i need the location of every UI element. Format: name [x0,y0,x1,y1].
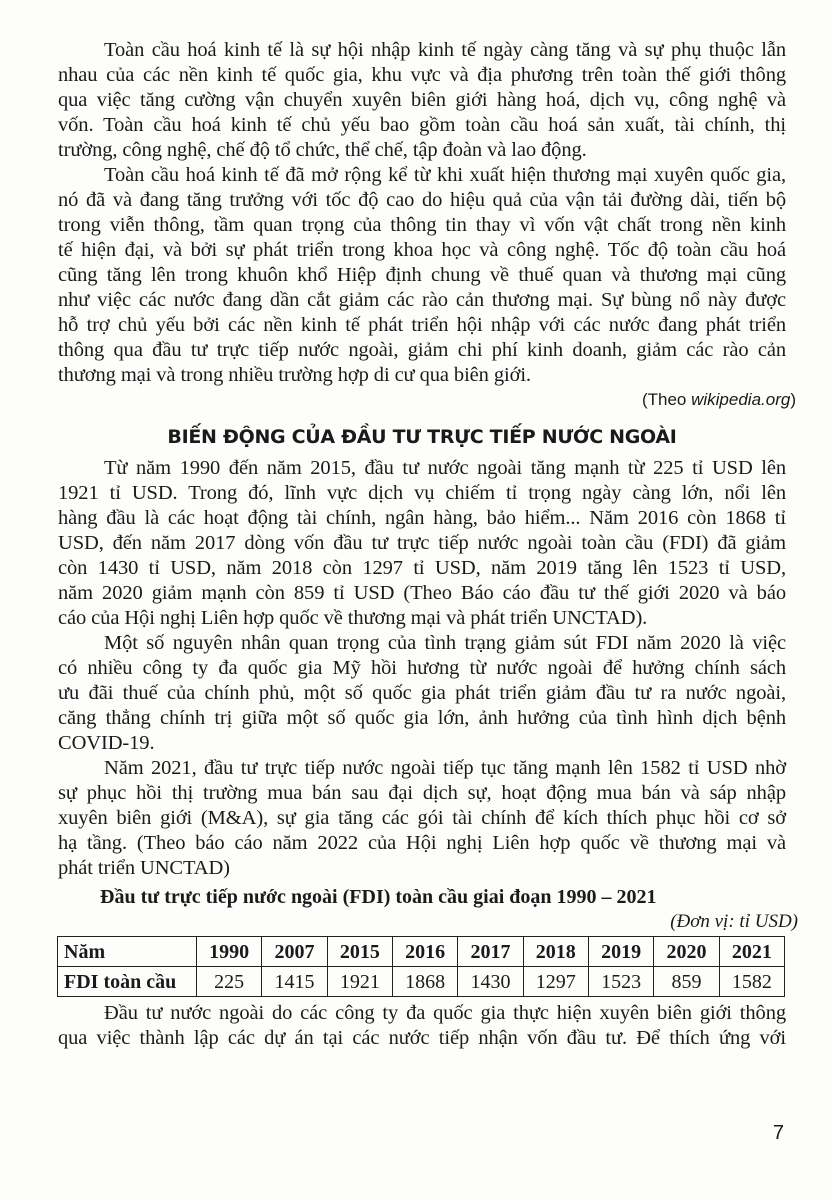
table-header-row [58,937,785,967]
text-line: hỗ trợ chủ yếu bởi các nền kinh tế phát triển hội nhập với các nước đang phát triển [58,314,786,336]
year-cell: 2018 [523,937,588,967]
year-cell: 2019 [588,937,653,967]
year-cell: 2020 [654,937,719,967]
year-cell: 2017 [458,937,523,967]
text-line: như việc các nước đang dần cắt giảm các rào cản thương mại. Sự bùng nổ này được [58,289,786,311]
text-line: COVID-19. [58,732,155,754]
value-cell: 1523 [588,967,653,997]
text-line: trường, công nghệ, chế độ tổ chức, thể chế, tập đoàn và lao động. [58,139,587,161]
text-line: Toàn cầu hoá kinh tế là sự hội nhập kinh tế ngày càng tăng và sự phụ thuộc lẫn [104,39,786,61]
source-prefix: (Theo [641,390,692,409]
value-cell: 1868 [392,967,457,997]
paragraph-6 [58,1001,786,1051]
paragraph-1 [58,38,786,163]
text-line: có nhiều công ty đa quốc gia Mỹ hồi hương từ nước ngoài để hưởng chính sách [58,657,786,679]
value-cell: 225 [197,967,262,997]
fdi-table [57,936,785,997]
text-line: vốn. Toàn cầu hoá kinh tế chủ yếu bao gồm toàn cầu hoá sản xuất, tài chính, thị [58,114,786,136]
value-cell: 859 [654,967,719,997]
text-line: nhau của các nền kinh tế quốc gia, khu vực và địa phương trên toàn thế giới thông [58,64,786,86]
text-line: sự phục hồi thị trường mua bán sau đại dịch sự, hoạt động mua bán và sáp nhập [58,782,786,804]
text-line: thông qua đầu tư trực tiếp nước ngoài, giảm chi phí kinh doanh, giảm các rào cản [58,339,786,361]
text-line: năm 2020 giảm mạnh còn 859 tỉ USD (Theo Báo cáo đầu tư thế giới 2020 và báo [58,582,786,604]
table-unit: (Đơn vị: tỉ USD) [670,911,798,932]
text-line: 1921 tỉ USD. Trong đó, lĩnh vực dịch vụ chiếm tỉ trọng ngày càng lớn, nổi lên [58,482,786,504]
text-line: tế hiện đại, và bởi sự phát triển trong khoa học và công nghệ. Tốc độ toàn cầu hoá [58,239,786,261]
text-line: còn 1430 tỉ USD, năm 2018 còn 1297 tỉ USD, năm 2019 tăng lên 1523 tỉ USD, [58,557,786,579]
text-line: căng thẳng chính trị giữa một số quốc gia lớn, ảnh hưởng của tình hình dịch bệnh [58,707,786,729]
text-line: ưu đãi thuế của chính phủ, một số quốc gia phát triển giảm đầu tư ra nước ngoài, [58,682,786,704]
row-label: FDI toàn cầu [58,967,197,997]
year-cell: 2007 [262,937,327,967]
text-line: cũng tăng lên trong khuôn khổ Hiệp định chung về thuế quan và thương mại cũng [58,264,786,286]
text-line: Đầu tư nước ngoài do các công ty đa quốc gia thực hiện xuyên biên giới thông [104,1002,786,1024]
year-cell: 2021 [719,937,784,967]
text-line: Năm 2021, đầu tư trực tiếp nước ngoài tiếp tục tăng mạnh lên 1582 tỉ USD nhờ [104,757,786,779]
source-site: wikipedia.org [691,390,791,409]
paragraph-4 [58,631,786,756]
text-line: xuyên biên giới (M&A), sự gia tăng các gói tài chính để kích thích phục hồi cơ sở [58,807,786,829]
text-line: USD, đến năm 2017 dòng vốn đầu tư trực tiếp nước ngoài toàn cầu (FDI) đã giảm [58,532,786,554]
page-body [58,38,798,1051]
text-line: trong viễn thông, tầm quan trọng của thông tin thay vì vốn vật chất trong nền kinh [58,214,786,236]
value-cell: 1297 [523,967,588,997]
year-cell: 2015 [327,937,392,967]
text-line: nó đã và đang tăng trưởng với tốc độ cao do hiệu quả của vận tải đường dài, tiến bộ [58,189,786,211]
page-number: 7 [772,1122,784,1144]
text-line: Một số nguyên nhân quan trọng của tình trạng giảm sút FDI năm 2020 là việc [104,632,786,654]
paragraph-2 [58,163,786,388]
value-cell: 1430 [458,967,523,997]
paragraph-3 [58,456,786,631]
paragraph-5 [58,756,786,881]
text-line: hàng đầu là các hoạt động tài chính, ngân hàng, bảo hiểm... Năm 2016 còn 1868 tỉ [58,507,786,529]
source-citation [58,388,796,412]
text-line: hạ tầng. (Theo báo cáo năm 2022 của Hội nghị Liên hợp quốc về thương mại và [58,832,786,854]
text-line: qua việc tăng cường vận chuyển xuyên biên giới hàng hoá, dịch vụ, công nghệ và [58,89,786,111]
table-title: Đầu tư trực tiếp nước ngoài (FDI) toàn cầu giai đoạn 1990 – 2021 [100,886,657,908]
text-line: Toàn cầu hoá kinh tế đã mở rộng kể từ khi xuất hiện thương mại xuyên quốc gia, [104,164,786,186]
year-cell: 1990 [197,937,262,967]
value-cell: 1921 [327,967,392,997]
value-cell: 1582 [719,967,784,997]
text-line: Từ năm 1990 đến năm 2015, đầu tư nước ngoài tăng mạnh từ 225 tỉ USD lên [104,457,786,479]
table-row [58,967,785,997]
year-cell: 2016 [392,937,457,967]
source-suffix: ) [790,390,796,409]
value-cell: 1415 [262,967,327,997]
text-line: thương mại và trong nhiều trường hợp di cư qua biên giới. [58,364,531,386]
text-line: phát triển UNCTAD) [58,857,230,879]
section-heading: BIẾN ĐỘNG CỦA ĐẦU TƯ TRỰC TIẾP NƯỚC NGOÀI [167,426,677,448]
text-line: qua việc thành lập các dự án tại các nước tiếp nhận vốn đầu tư. Để thích ứng với [58,1027,786,1049]
text-line: cáo của Hội nghị Liên hợp quốc về thương mại và phát triển UNCTAD). [58,607,648,629]
header-label: Năm [58,937,197,967]
